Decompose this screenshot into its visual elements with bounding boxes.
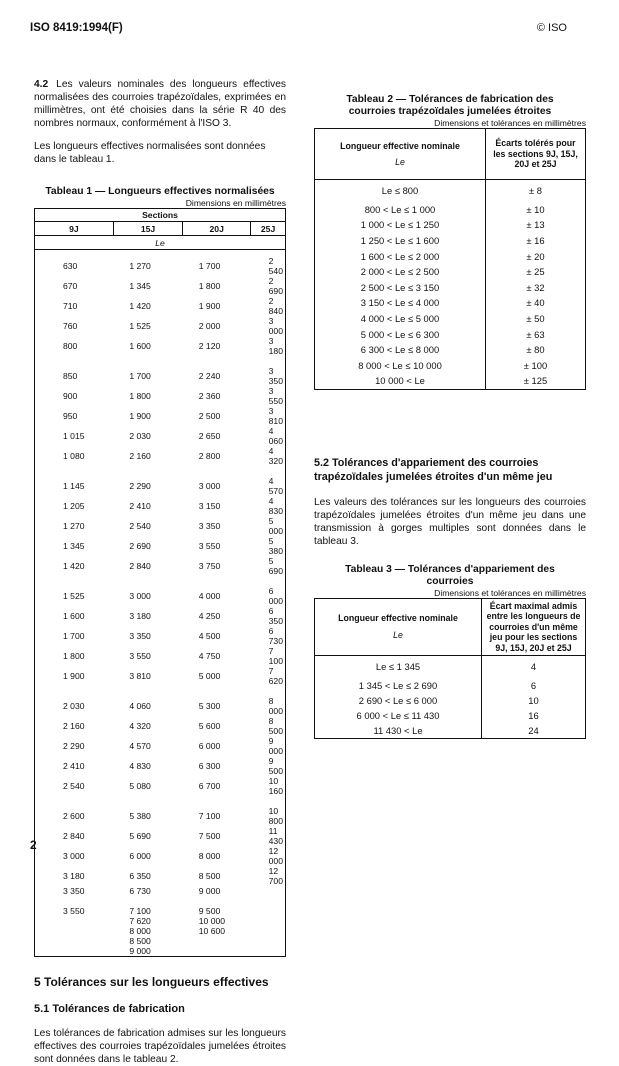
table-cell: 850 [63, 371, 78, 381]
table3-matching-tolerances [314, 598, 586, 739]
table-cell: 11 430 [268, 826, 283, 846]
table-cell: 2 360 [198, 391, 221, 401]
table-cell [35, 946, 114, 957]
table-cell: ± 50 [486, 311, 586, 327]
table-cell: ± 13 [486, 217, 586, 233]
table-cell: 3 750 [198, 561, 221, 571]
table-cell: 2 800 [198, 451, 221, 461]
table-cell: 10 [482, 693, 586, 708]
table-cell: 11 430 < Le [373, 724, 423, 736]
table-cell: 6 [482, 678, 586, 693]
table-cell: 6 300 < Le ≤ 8 000 [360, 344, 440, 356]
table-cell: 6 300 [198, 761, 221, 771]
table-cell: 8 500 [198, 871, 221, 881]
table-cell: 3 180 [63, 871, 85, 881]
table3-units: Dimensions et tolérances en millimètres [434, 587, 586, 598]
table3-caption-line1: Tableau 3 — Tolérances d'appariement des [345, 563, 555, 575]
table-cell [35, 916, 114, 926]
table-cell: 1 700 [63, 631, 85, 641]
table-cell: 16 [482, 708, 586, 723]
table-row [35, 406, 286, 426]
table1-col-header: 25J [251, 222, 286, 236]
table2-head-tolerance: Écarts tolérés pour les sections 9J, 15J, 20J et 25J [486, 129, 586, 180]
table-cell: 2 410 [63, 761, 85, 771]
table-cell: 6 000 [198, 741, 221, 751]
table2-head-length-label: Longueur effective nominale [340, 140, 460, 151]
table-cell: 4 320 [268, 446, 283, 466]
table-cell: 3 180 [129, 611, 151, 621]
table-cell: ± 63 [486, 326, 586, 342]
table-cell: ± 40 [486, 295, 586, 311]
table-row [35, 386, 286, 406]
table-cell: 8 000 < Le ≤ 10 000 [358, 359, 442, 371]
table2-head-length [315, 129, 486, 180]
table3-caption-line2: courroies [426, 575, 474, 587]
table-cell: 4 000 < Le ≤ 5 000 [360, 312, 440, 324]
table-cell: 3 810 [268, 406, 283, 426]
table-cell: 5 080 [129, 781, 151, 791]
table-cell: 7 620 [268, 666, 283, 686]
table-cell: 2 410 [129, 501, 151, 511]
table-cell: 3 150 [198, 501, 221, 511]
table-cell: 7 100 [198, 811, 221, 821]
table-cell: 9 000 [268, 736, 283, 756]
table-cell: 3 350 [268, 366, 283, 386]
table-row [35, 446, 286, 466]
table-row [35, 736, 286, 756]
table-cell: 4 000 [198, 591, 221, 601]
table-cell: 9 000 [198, 886, 221, 896]
table-cell: 1 900 [129, 411, 151, 421]
table-cell: ± 125 [486, 373, 586, 389]
table-row [35, 686, 286, 716]
section-5-1-heading: 5.1 Tolérances de fabrication [34, 1003, 185, 1015]
table-row [35, 606, 286, 626]
table-row [315, 311, 586, 327]
table-cell: 8 500 [268, 716, 283, 736]
table-cell: 2 540 [129, 521, 151, 531]
table-cell: 4 570 [268, 476, 283, 496]
table-cell: 3 350 [198, 521, 221, 531]
table-cell: 3 000 [198, 481, 221, 491]
table-row [35, 826, 286, 846]
table-cell: 1 800 [63, 651, 85, 661]
table-cell: 10 160 [268, 776, 283, 796]
table-cell: 9 500 [198, 906, 221, 916]
table-row [315, 295, 586, 311]
table-row [35, 756, 286, 776]
table1-caption: Tableau 1 — Longueurs effectives normalisées [45, 186, 275, 197]
table-cell: 2 540 [268, 256, 283, 276]
table1-col-header: 9J [35, 222, 114, 236]
table-cell: 3 000 [268, 316, 283, 336]
table-cell: 2 500 < Le ≤ 3 150 [360, 281, 440, 293]
left-column [34, 78, 286, 1066]
table-cell: 3 180 [268, 336, 283, 356]
table-cell: 4 320 [129, 721, 151, 731]
section-5-1-paragraph: Les tolérances de fabrication admises sur les longueurs effectives des courroies trapézoïdales jumelées étroites sont données dans le tableau 2. [34, 1028, 286, 1065]
table-cell: 1 270 [63, 521, 85, 531]
table2-caption-line2: courroies trapézoïdales jumelées étroites [348, 106, 552, 117]
table-row [35, 626, 286, 646]
table-cell: ± 80 [486, 342, 586, 358]
table-cell: 900 [63, 391, 78, 401]
table-row [35, 276, 286, 296]
table2-caption-line1: Tableau 2 — Tolérances de fabrication des [346, 94, 554, 105]
table-cell: 6 000 < Le ≤ 11 430 [356, 709, 440, 721]
table-row [35, 866, 286, 886]
table-cell: Le ≤ 1 345 [375, 661, 421, 673]
table-cell: 2 030 [63, 701, 85, 711]
table-row [315, 357, 586, 373]
table-cell: 1 205 [63, 501, 85, 511]
table-cell: 5 380 [129, 811, 151, 821]
table-cell: 6 700 [198, 781, 221, 791]
table-cell: 3 550 [129, 651, 151, 661]
table-cell: 3 810 [129, 671, 151, 681]
section-4-2-reference: Les longueurs effectives normalisées sont données dans le tableau 1. [34, 141, 266, 165]
table-cell [251, 936, 286, 946]
table-cell: 800 [63, 341, 78, 351]
table-cell: 6 350 [268, 606, 283, 626]
table1-symbol-header [35, 236, 286, 250]
table-cell: 1 900 [63, 671, 85, 681]
table-cell: 4 570 [129, 741, 151, 751]
table-cell: 1 600 [63, 611, 85, 621]
table-cell [35, 926, 114, 936]
table-cell: 1 700 [198, 261, 221, 271]
table-cell: 7 500 [198, 831, 221, 841]
section-5-heading: 5 Tolérances sur les longueurs effectives [34, 975, 269, 989]
table-cell: 1 345 < Le ≤ 2 690 [358, 679, 438, 691]
table-cell [251, 926, 286, 936]
table-cell: ± 20 [486, 248, 586, 264]
table-cell: 3 150 < Le ≤ 4 000 [360, 297, 440, 309]
table-cell: 5 380 [268, 536, 283, 556]
table-cell: 6 000 [268, 586, 283, 606]
table-row [35, 336, 286, 356]
table-cell: 6 000 [129, 851, 151, 861]
table-cell: 7 620 [129, 916, 151, 926]
table-row [35, 556, 286, 576]
table-cell: 1 600 [129, 341, 151, 351]
table-cell: 9 500 [268, 756, 283, 776]
table1-col-header: 15J [113, 222, 182, 236]
table-row [35, 536, 286, 556]
table-cell: 1 525 [129, 321, 151, 331]
table-row [315, 656, 586, 678]
table-cell: ± 32 [486, 279, 586, 295]
table-row [35, 716, 286, 736]
table-cell [35, 936, 114, 946]
table-cell [251, 896, 286, 916]
table-cell: 2 160 [129, 451, 151, 461]
table-row [315, 723, 586, 739]
table-cell: 1 420 [129, 301, 151, 311]
table-cell: 2 000 [198, 321, 221, 331]
table-row [315, 180, 586, 202]
table-cell: 4 060 [268, 426, 283, 446]
table-row [35, 576, 286, 606]
table-cell: 6 730 [129, 886, 151, 896]
table-row [35, 646, 286, 666]
table-row [35, 936, 286, 946]
table-cell: 3 550 [268, 386, 283, 406]
table-cell: 3 000 [63, 851, 85, 861]
table-cell: 2 000 < Le ≤ 2 500 [360, 266, 440, 278]
table-cell: 2 690 [129, 541, 151, 551]
table-cell: 8 500 [129, 936, 151, 946]
table-cell: ± 16 [486, 233, 586, 249]
table-row [315, 264, 586, 280]
table3-head-deviation: Écart maximal admis entre les longueurs de courroies d'un même jeu pour les sections 9J, 15J, 20J et 25J [482, 598, 586, 656]
table-cell: 2 290 [129, 481, 151, 491]
table-cell: 2 840 [63, 831, 85, 841]
table-row [315, 708, 586, 723]
table-row [315, 693, 586, 708]
table-cell: 5 600 [198, 721, 221, 731]
table-cell: 5 000 [268, 516, 283, 536]
table-cell: ± 10 [486, 202, 586, 218]
table-cell: 6 350 [129, 871, 151, 881]
table-cell: 1 000 < Le ≤ 1 250 [360, 219, 440, 231]
table-row [35, 916, 286, 926]
table-row [35, 946, 286, 957]
table-row [35, 250, 286, 277]
table1-units: Dimensions en millimètres [185, 198, 286, 208]
section-4-2-paragraph [34, 78, 286, 130]
table-cell: 4 [482, 656, 586, 678]
table-row [35, 296, 286, 316]
table-cell: 10 800 [268, 806, 283, 826]
section-5-2-paragraph: Les valeurs des tolérances sur les longueurs des courroies trapézoïdales jumelées étroites d'un même jeu dans une transmission à gorges multiples sont données dans le tableau 3. [314, 496, 586, 547]
table-cell: 1 250 < Le ≤ 1 600 [360, 234, 440, 246]
table-cell [251, 916, 286, 926]
table-cell: 2 840 [129, 561, 151, 571]
table3-head-length [315, 598, 482, 656]
table-cell: 3 350 [63, 886, 85, 896]
copyright-mark: © ISO [536, 22, 567, 34]
table-cell: 1 345 [63, 541, 85, 551]
table-cell: 2 160 [63, 721, 85, 731]
table-cell: 1 145 [63, 481, 85, 491]
table-cell: 8 000 [129, 926, 151, 936]
table-cell: 3 350 [129, 631, 151, 641]
table-cell: 1 015 [63, 431, 85, 441]
table-cell: 8 000 [198, 851, 221, 861]
table-cell: 2 120 [198, 341, 221, 351]
table-row [35, 896, 286, 916]
table-cell: 4 060 [129, 701, 151, 711]
symbol-le: Le [155, 237, 165, 248]
table-cell: 12 000 [268, 846, 283, 866]
table-cell: 4 830 [268, 496, 283, 516]
document-standard-id: ISO 8419:1994(F) [30, 22, 123, 34]
table-cell: 1 600 < Le ≤ 2 000 [360, 250, 440, 262]
right-column [314, 94, 586, 739]
section-number: 4.2 [34, 79, 49, 90]
table-cell: 1 270 [129, 261, 151, 271]
table-row [35, 926, 286, 936]
table-cell: 5 300 [198, 701, 221, 711]
table-cell: 2 030 [129, 431, 151, 441]
table-cell: 1 800 [129, 391, 151, 401]
table-cell: 800 < Le ≤ 1 000 [364, 203, 436, 215]
table-cell: 1 345 [129, 281, 151, 291]
table-cell: Le ≤ 800 [381, 185, 419, 197]
table-cell: 1 900 [198, 301, 221, 311]
table-row [35, 666, 286, 686]
table-cell: 1 420 [63, 561, 85, 571]
table-row [315, 326, 586, 342]
table-row [315, 202, 586, 218]
table-cell: 12 700 [268, 866, 283, 886]
table-cell: 10 000 < Le [375, 375, 425, 387]
table-cell: 5 000 [198, 671, 221, 681]
table-row [315, 342, 586, 358]
table-row [315, 373, 586, 389]
table-cell: 2 690 [268, 276, 283, 296]
table1-col-header: 20J [183, 222, 251, 236]
table-cell: ± 100 [486, 357, 586, 373]
table-cell: 2 500 [198, 411, 221, 421]
table-row [315, 678, 586, 693]
table-row [35, 796, 286, 826]
table-row [35, 316, 286, 336]
table-cell: 5 690 [268, 556, 283, 576]
table-cell [183, 946, 251, 957]
table-cell: 760 [63, 321, 78, 331]
table-cell: 4 250 [198, 611, 221, 621]
section-4-2-text: Les valeurs nominales des longueurs effectives normalisées des courroies trapézoïdales, exprimées en millimètres, ont été choisies dans la série R 40 des nombres normaux, conformément à l'ISO 3. [34, 79, 286, 129]
table3-head-symbol: Le [393, 629, 403, 640]
table-cell: 1 800 [198, 281, 221, 291]
table-cell: 10 600 [198, 926, 226, 936]
table-cell: ± 25 [486, 264, 586, 280]
table-cell: 4 500 [198, 631, 221, 641]
table-cell: 2 690 < Le ≤ 6 000 [358, 694, 438, 706]
section-5-2-heading: 5.2 Tolérances d'appariement des courroies trapézoïdales jumelées étroites d'un même jeu [314, 456, 553, 483]
table-cell: 1 525 [63, 591, 85, 601]
table-cell [251, 946, 286, 957]
table-row [35, 516, 286, 536]
table3-head-length-label: Longueur effective nominale [338, 613, 458, 624]
table-cell: 2 540 [63, 781, 85, 791]
table-cell: 3 000 [129, 591, 151, 601]
table-cell: 5 000 < Le ≤ 6 300 [360, 328, 440, 340]
table-cell: 630 [63, 261, 78, 271]
table-cell: 950 [63, 411, 78, 421]
table-cell: 3 550 [198, 541, 221, 551]
table-cell: 4 830 [129, 761, 151, 771]
table-row [315, 217, 586, 233]
table1-group-header: Sections [35, 209, 286, 222]
table-cell: 4 750 [198, 651, 221, 661]
table-cell: 710 [63, 301, 78, 311]
table-cell: 1 080 [63, 451, 85, 461]
table-cell: 9 000 [129, 946, 151, 956]
table-row [35, 886, 286, 896]
table2-head-symbol: Le [395, 157, 405, 167]
table2-units: Dimensions et tolérances en millimètres [434, 118, 586, 128]
table-cell: 7 100 [268, 646, 283, 666]
table-cell: 2 240 [198, 371, 221, 381]
table-row [35, 466, 286, 496]
table-cell: 3 550 [63, 906, 85, 916]
table-cell: 5 690 [129, 831, 151, 841]
table2-manufacturing-tolerances [314, 128, 586, 390]
table-row [35, 496, 286, 516]
table-row [35, 356, 286, 386]
table-row [35, 426, 286, 446]
table-cell: 6 730 [268, 626, 283, 646]
table-cell: 670 [63, 281, 78, 291]
table-cell: 2 290 [63, 741, 85, 751]
table-row [35, 776, 286, 796]
table1-effective-lengths [34, 208, 286, 957]
table-cell: 8 000 [268, 696, 283, 716]
table-cell: 24 [482, 723, 586, 739]
table-row [315, 248, 586, 264]
table-cell [251, 886, 286, 896]
table-cell: 2 650 [198, 431, 221, 441]
table-cell: 1 700 [129, 371, 151, 381]
table-row [35, 846, 286, 866]
table-cell: 7 100 [129, 906, 151, 916]
page-number: 2 [30, 838, 37, 852]
table-cell: 2 600 [63, 811, 85, 821]
table-cell: 10 000 [198, 916, 226, 926]
table-cell: 2 840 [268, 296, 283, 316]
table-row [315, 279, 586, 295]
table-row [315, 233, 586, 249]
table-cell [183, 936, 251, 946]
table-cell: ± 8 [486, 180, 586, 202]
